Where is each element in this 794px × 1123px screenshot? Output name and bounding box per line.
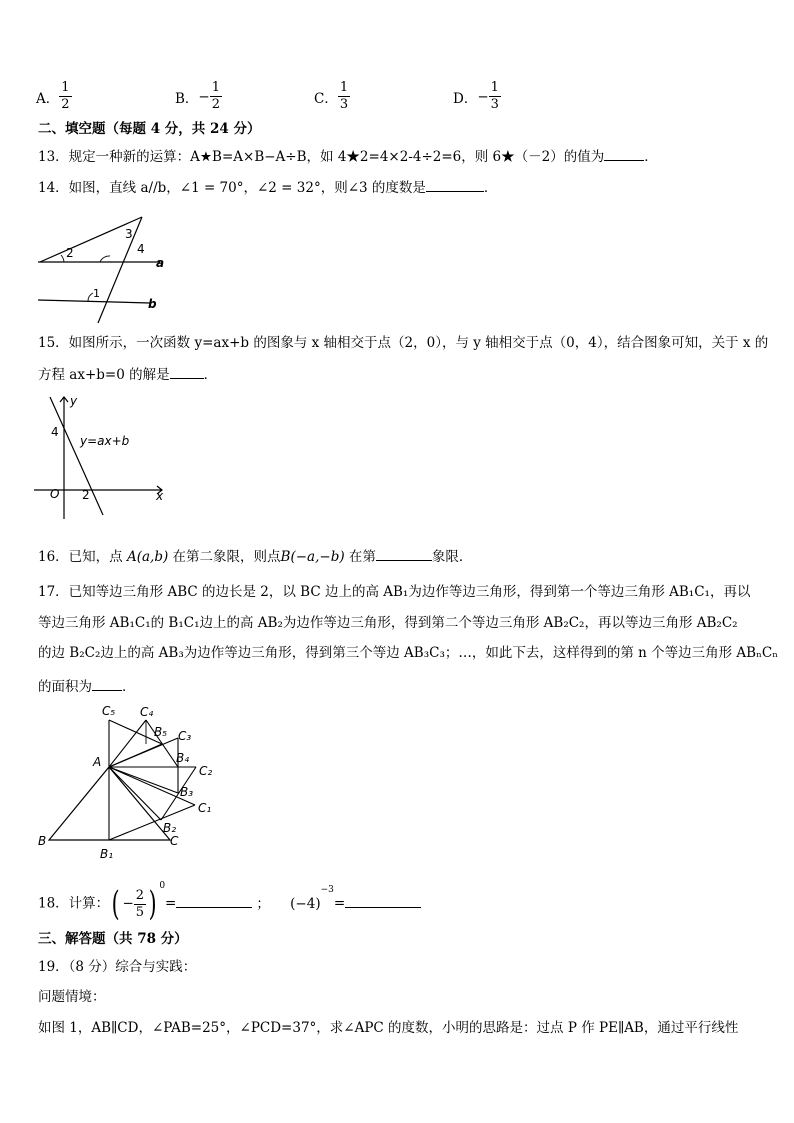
- segment-ab5: [109, 744, 162, 767]
- label-4: 4: [137, 242, 145, 256]
- option-letter: B．: [175, 90, 199, 107]
- question-17-line4: 的面积为 ．: [38, 676, 136, 696]
- answer-blank[interactable]: [176, 893, 252, 908]
- question-17-line2: 等边三角形 AB₁C₁的 B₁C₁边上的高 AB₂为边作等边三角形，得到第二个等边三角形 AB₂C₂，再以等边三角形 AB₂C₂: [38, 615, 738, 631]
- figure-parallel-lines: [30, 205, 170, 330]
- label-C5: C₅: [102, 704, 116, 718]
- angle-4-arc: [100, 256, 110, 262]
- answer-blank[interactable]: [604, 146, 644, 161]
- segment-ac4: [109, 720, 146, 767]
- label-y: y: [70, 394, 78, 408]
- question-17-line3: 的边 B₂C₂边上的高 AB₃为边作等边三角形，得到第三个等边 AB₃C₃；…，如此下去，这样得到的第 n 个等边三角形 ABₙCₙ: [38, 645, 779, 661]
- fraction: $\frac{1}{2}$: [211, 80, 221, 112]
- fraction: $\frac{1}{3}$: [490, 80, 499, 112]
- label-3: 3: [125, 227, 133, 241]
- question-19-subtitle: 问题情境：: [38, 989, 106, 1005]
- question-19-line: 如图 1，AB∥CD，∠PAB=25°，∠PCD=37°，求∠APC 的度数，小明的思路是：过点 P 作 PE∥AB，通过平行线性: [38, 1020, 739, 1036]
- label-C4: C₄: [140, 705, 154, 719]
- answer-blank[interactable]: [376, 546, 432, 561]
- question-19-title: 19．（8 分）综合与实践：: [38, 959, 197, 975]
- label-B5: B₅: [154, 725, 168, 739]
- label-2: 2: [82, 488, 90, 502]
- label-b: b: [148, 297, 157, 311]
- question-15-line1: 15．如图所示，一次函数 y=ax+b 的图象与 x 轴相交于点（2，0），与 y 轴相交于点（0，4），结合图象可知，关于 x 的: [38, 335, 769, 351]
- answer-blank[interactable]: [426, 177, 484, 192]
- label-C1: C₁: [198, 801, 212, 815]
- figure-equilateral-triangles: [30, 700, 230, 865]
- label-a: a: [156, 256, 165, 270]
- label-2: 2: [66, 246, 74, 260]
- question-14: 14．如图，直线 a//b，∠1 = 70°，∠2 = 32°，则∠3 的度数是 ．: [38, 177, 497, 197]
- label-B3: B₃: [180, 785, 194, 799]
- option-c: [314, 80, 350, 113]
- answer-blank[interactable]: [92, 676, 122, 691]
- fraction: $\frac{2}{5}$: [135, 887, 145, 920]
- option-a: [36, 80, 72, 113]
- label-C2: C₂: [199, 764, 213, 778]
- segment-ab2: [109, 767, 161, 820]
- question-17-line1: 17．已知等边三角形 ABC 的边长是 2，以 BC 边上的高 AB₁为边作等边三角形，得到第一个等边三角形 AB₁C₁，再以: [38, 584, 751, 600]
- option-letter: D．: [453, 90, 478, 107]
- label-C: C: [170, 834, 179, 848]
- label-B: B: [38, 834, 47, 848]
- label-A: A: [93, 755, 102, 769]
- line-b: [38, 300, 150, 303]
- question-18: 18．计算：( − $\frac{2}{5}$ ) $^0$= ； $(-4)^{-3}=$: [38, 878, 421, 922]
- option-letter: C．: [314, 90, 338, 107]
- option-letter: A．: [36, 90, 60, 107]
- section-heading: 三、解答题（共 78 分）: [38, 931, 188, 947]
- section-heading: 二、填空题（每题 4 分，共 24 分）: [38, 121, 261, 137]
- answer-blank[interactable]: [345, 893, 421, 908]
- option-b: B．− $\frac{1}{2}$: [175, 80, 221, 112]
- label-B2: B₂: [163, 821, 177, 835]
- option-d: D．− $\frac{1}{3}$: [453, 80, 499, 112]
- label-B4: B₄: [176, 751, 190, 765]
- label-1: 1: [93, 287, 100, 300]
- answer-blank[interactable]: [170, 364, 204, 379]
- label-B1: B₁: [100, 847, 114, 861]
- question-15-line2: 方程 ax+b=0 的解是 ．: [38, 364, 217, 384]
- question-13: 13．规定一种新的运算：A★B=A×B−A÷B，如 4★2=4×2-4÷2=6，则 6★（－2）的值为 ．: [38, 146, 658, 166]
- label-origin: O: [50, 487, 60, 501]
- label-C3: C₃: [178, 729, 192, 743]
- angle-2-arc: [61, 255, 64, 262]
- label-4: 4: [51, 425, 59, 439]
- fraction: $\frac{1}{3}$: [339, 80, 349, 112]
- fraction: $\frac{1}{2}$: [61, 80, 70, 112]
- figure-linear-function: [30, 393, 170, 523]
- label-x: x: [156, 489, 164, 503]
- question-16: 16．已知，点 A(a,b) 在第二象限，则点B(−a,−b) 在第 象限．: [38, 546, 472, 566]
- label-equation: y=ax+b: [80, 434, 130, 448]
